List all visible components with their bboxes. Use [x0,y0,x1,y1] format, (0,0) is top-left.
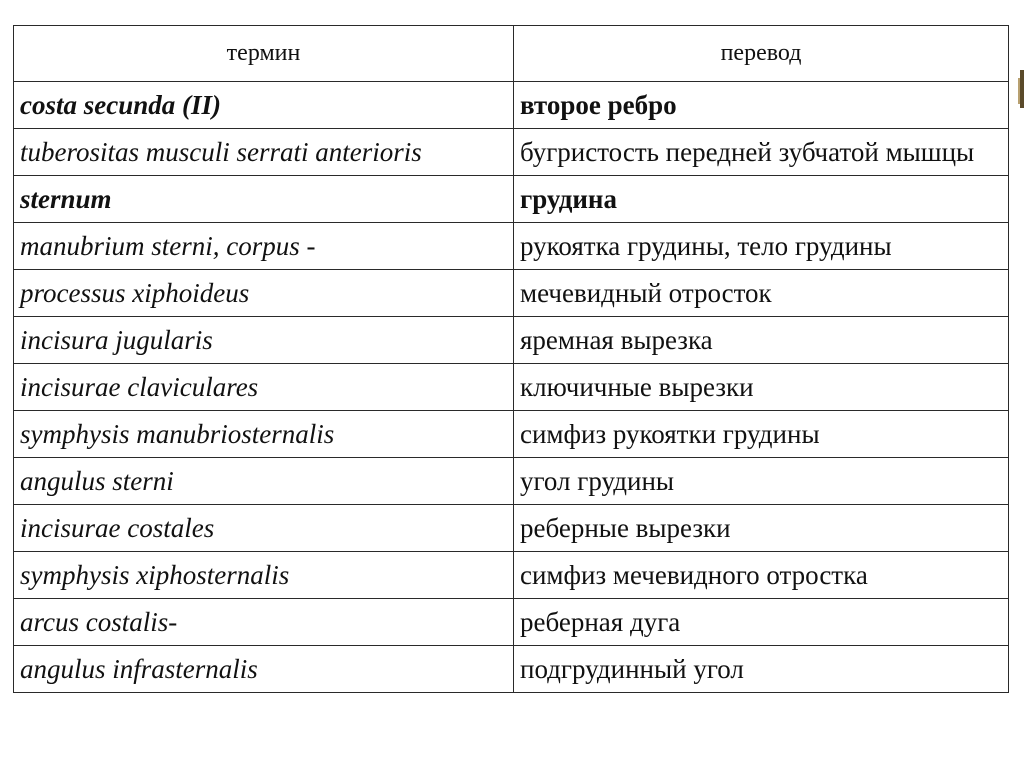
translation-cell: симфиз мечевидного отростка [514,552,1009,599]
term-cell: arcus costalis- [14,599,514,646]
table-row [14,411,1009,458]
translation-cell: симфиз рукоятки грудины [514,411,1009,458]
term-cell: angulus sterni [14,458,514,505]
header-translation: перевод [514,26,1009,82]
table-row [14,364,1009,411]
translation-cell: реберная дуга [514,599,1009,646]
page-edge-mark-highlight [1018,78,1020,104]
table-row [14,552,1009,599]
term-cell: manubrium sterni, corpus - [14,223,514,270]
translation-cell: бугристость передней зубчатой мышцы [514,129,1009,176]
term-cell: incisura jugularis [14,317,514,364]
translation-cell: рукоятка грудины, тело грудины [514,223,1009,270]
term-cell: symphysis xiphosternalis [14,552,514,599]
table-row [14,505,1009,552]
term-cell: incisurae claviculares [14,364,514,411]
term-cell: incisurae costales [14,505,514,552]
term-cell: costa secunda (II) [14,82,514,129]
table-row [14,129,1009,176]
translation-cell: реберные вырезки [514,505,1009,552]
table-row [14,646,1009,693]
table-row [14,458,1009,505]
terms-table [13,25,1009,693]
translation-cell: яремная вырезка [514,317,1009,364]
translation-cell: второе ребро [514,82,1009,129]
translation-cell: подгрудинный угол [514,646,1009,693]
translation-cell: мечевидный отросток [514,270,1009,317]
term-cell: tuberositas musculi serrati anterioris [14,129,514,176]
page-edge-mark [1020,70,1024,108]
table-row [14,176,1009,223]
header-row [14,26,1009,82]
table-row [14,599,1009,646]
table-row [14,82,1009,129]
table-row [14,317,1009,364]
table-row [14,223,1009,270]
header-term: термин [14,26,514,82]
term-cell: sternum [14,176,514,223]
translation-cell: угол грудины [514,458,1009,505]
term-cell: symphysis manubriosternalis [14,411,514,458]
term-cell: processus xiphoideus [14,270,514,317]
translation-cell: ключичные вырезки [514,364,1009,411]
table-row [14,270,1009,317]
translation-cell: грудина [514,176,1009,223]
term-cell: angulus infrasternalis [14,646,514,693]
